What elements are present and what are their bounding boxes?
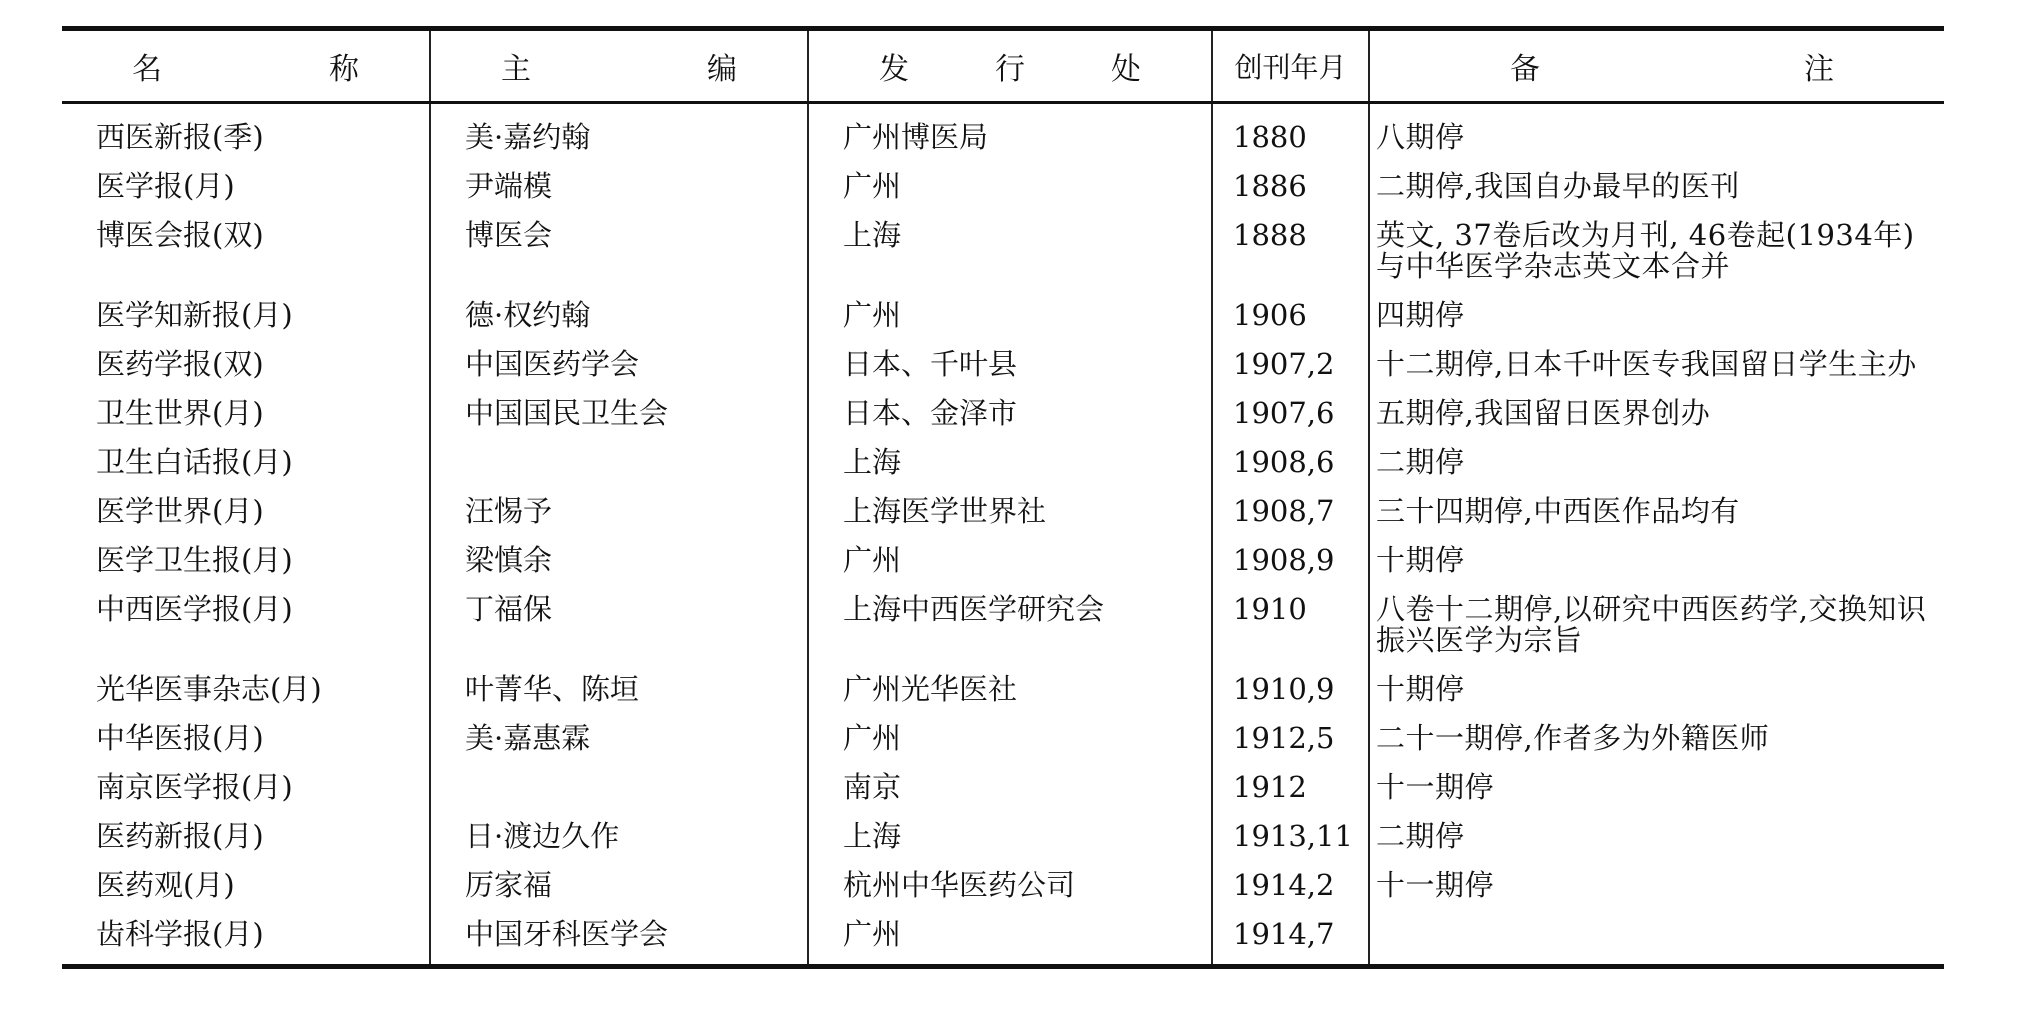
cell-publisher: 广州 [808,296,1212,345]
cell-founded: 1908,9 [1212,541,1369,590]
cell-name: 医药学报(双) [96,347,264,381]
cell-editor: 中国医药学会 [430,345,808,394]
cell-name: 医学世界(月) [96,494,264,528]
cell-editor: 厉家福 [430,866,808,915]
cell-editor: 汪惕予 [430,492,808,541]
cell-editor: 德·权约翰 [430,296,808,345]
table-row [62,768,1944,817]
header-row [62,29,1944,103]
cell-name: 博医会报(双) [96,218,264,252]
cell-remarks: 十一期停 [1369,866,1944,915]
cell-founded: 1910 [1212,590,1369,670]
table-row [62,103,1944,168]
table-row [62,296,1944,345]
table-row [62,670,1944,719]
cell-publisher: 广州 [808,915,1212,967]
cell-editor: 叶菁华、陈垣 [430,670,808,719]
cell-remarks: 八卷十二期停,以研究中西医药学,交换知识振兴医学为宗旨 [1369,590,1944,670]
table-row [62,866,1944,915]
cell-name: 医学卫生报(月) [96,543,293,577]
cell-name: 南京医学报(月) [96,770,293,804]
cell-name: 医学知新报(月) [96,298,293,332]
header-founded: 创刊年月 [1212,29,1369,103]
table-row [62,216,1944,296]
cell-founded: 1913,11 [1212,817,1369,866]
cell-name: 中华医报(月) [96,721,264,755]
cell-founded: 1910,9 [1212,670,1369,719]
cell-name: 医学报(月) [96,169,235,203]
cell-founded: 1907,2 [1212,345,1369,394]
cell-founded: 1908,7 [1212,492,1369,541]
header-name: 名 称 [62,29,430,103]
cell-founded: 1886 [1212,167,1369,216]
cell-editor: 梁慎余 [430,541,808,590]
cell-remarks: 二期停 [1369,443,1944,492]
cell-editor: 中国国民卫生会 [430,394,808,443]
cell-publisher: 日本、千叶县 [808,345,1212,394]
cell-editor: 美·嘉惠霖 [430,719,808,768]
cell-remarks: 十期停 [1369,541,1944,590]
cell-editor [430,443,808,492]
cell-remarks [1369,915,1944,967]
cell-editor: 美·嘉约翰 [430,103,808,168]
cell-name: 卫生世界(月) [96,396,264,430]
cell-publisher: 广州光华医社 [808,670,1212,719]
cell-remarks: 二期停,我国自办最早的医刊 [1369,167,1944,216]
table-row [62,345,1944,394]
cell-publisher: 上海中西医学研究会 [808,590,1212,670]
cell-name: 卫生白话报(月) [96,445,293,479]
cell-remarks: 十一期停 [1369,768,1944,817]
cell-name: 光华医事杂志(月) [96,672,322,706]
cell-remarks: 三十四期停,中西医作品均有 [1369,492,1944,541]
table-row [62,167,1944,216]
table-row [62,492,1944,541]
cell-remarks: 英文, 37卷后改为月刊, 46卷起(1934年)与中华医学杂志英文本合并 [1369,216,1944,296]
table-row [62,394,1944,443]
cell-editor: 丁福保 [430,590,808,670]
cell-publisher: 广州博医局 [808,103,1212,168]
cell-publisher: 南京 [808,768,1212,817]
cell-remarks: 四期停 [1369,296,1944,345]
table-row [62,443,1944,492]
cell-remarks: 五期停,我国留日医界创办 [1369,394,1944,443]
cell-editor [430,768,808,817]
cell-founded: 1906 [1212,296,1369,345]
cell-editor: 日·渡边久作 [430,817,808,866]
cell-remarks: 八期停 [1369,103,1944,168]
cell-publisher: 上海 [808,443,1212,492]
table-row [62,590,1944,670]
table-row [62,541,1944,590]
header-remarks: 备 注 [1369,29,1944,103]
cell-founded: 1888 [1212,216,1369,296]
cell-founded: 1914,2 [1212,866,1369,915]
cell-publisher: 上海 [808,216,1212,296]
cell-founded: 1880 [1212,103,1369,168]
table-row [62,915,1944,967]
cell-name: 齿科学报(月) [96,917,264,951]
cell-publisher: 广州 [808,167,1212,216]
cell-founded: 1912 [1212,768,1369,817]
cell-publisher: 日本、金泽市 [808,394,1212,443]
cell-remarks: 二期停 [1369,817,1944,866]
table-row [62,817,1944,866]
journal-table [62,26,1944,969]
cell-publisher: 广州 [808,719,1212,768]
cell-name: 医药观(月) [96,868,235,902]
cell-publisher: 上海医学世界社 [808,492,1212,541]
cell-remarks: 二十一期停,作者多为外籍医师 [1369,719,1944,768]
cell-remarks: 十期停 [1369,670,1944,719]
cell-founded: 1907,6 [1212,394,1369,443]
table-body [62,103,1944,967]
cell-publisher: 广州 [808,541,1212,590]
cell-editor: 博医会 [430,216,808,296]
cell-founded: 1912,5 [1212,719,1369,768]
cell-name: 医药新报(月) [96,819,264,853]
header-publisher: 发 行 处 [808,29,1212,103]
cell-editor: 尹端模 [430,167,808,216]
cell-editor: 中国牙科医学会 [430,915,808,967]
cell-founded: 1908,6 [1212,443,1369,492]
cell-founded: 1914,7 [1212,915,1369,967]
cell-remarks: 十二期停,日本千叶医专我国留日学生主办 [1369,345,1944,394]
cell-publisher: 上海 [808,817,1212,866]
table-row [62,719,1944,768]
cell-publisher: 杭州中华医药公司 [808,866,1212,915]
cell-name: 西医新报(季) [96,120,264,154]
header-editor: 主 编 [430,29,808,103]
cell-name: 中西医学报(月) [96,592,293,626]
